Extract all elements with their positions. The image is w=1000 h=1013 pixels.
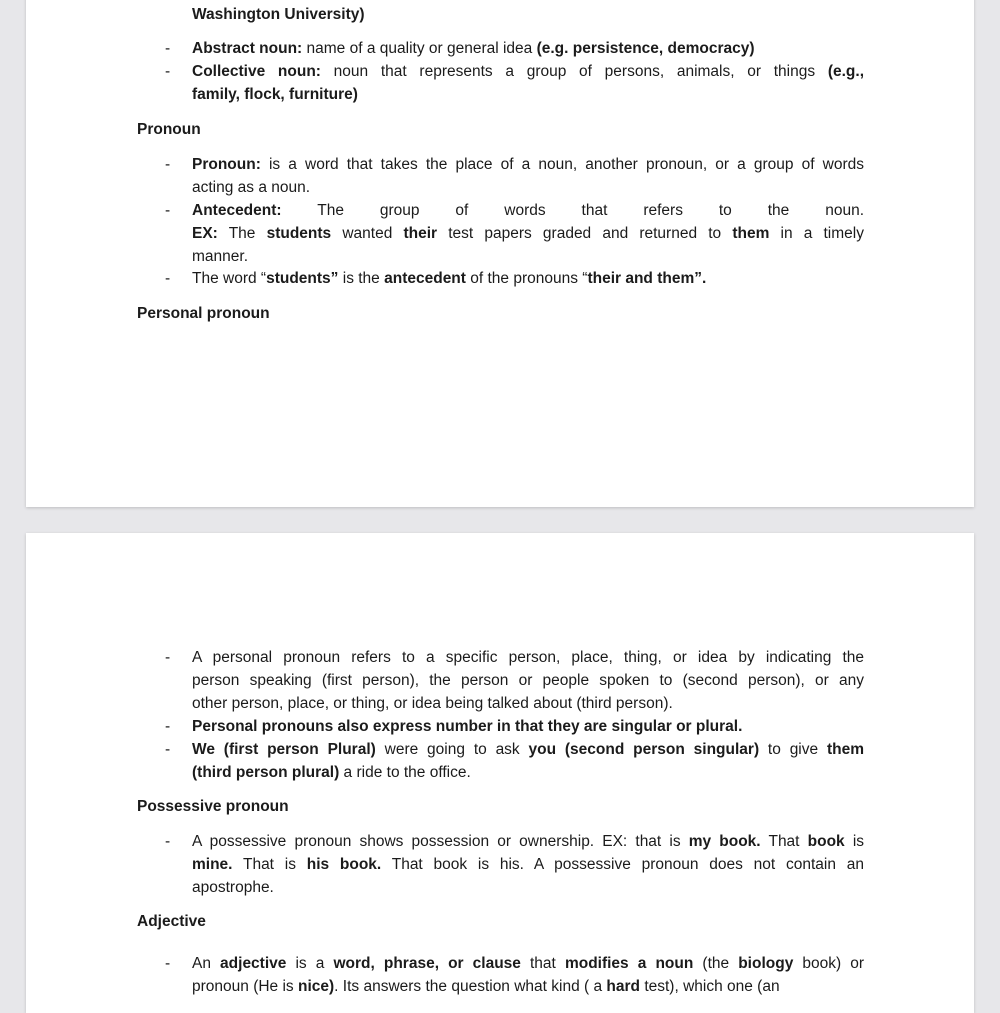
bold-text: (e.g. persistence, democracy) [536, 40, 755, 57]
text-line [192, 738, 864, 761]
section-heading-pronoun: Pronoun [137, 121, 201, 138]
list-item [165, 60, 864, 106]
bold-text: their [403, 225, 438, 242]
list-item [165, 738, 864, 784]
bold-text: you (second person singular) [528, 741, 760, 758]
text: test), which one (an [640, 978, 780, 995]
text-line [192, 176, 864, 199]
bold-text: Personal pronouns also express number in that they are singular or plural. [192, 718, 743, 735]
section-heading-possessive-pronoun: Possessive pronoun [137, 798, 289, 815]
bold-text: their and them”. [587, 270, 707, 287]
text: test papers graded and returned to [437, 225, 733, 242]
bold-text: family, flock, furniture) [192, 86, 358, 103]
text: . Its answers the question what kind ( a [334, 978, 607, 995]
document-page-2 [26, 533, 974, 1013]
text-line [192, 60, 864, 83]
bullet-dash: - [165, 40, 171, 57]
text: acting as a noun. [192, 179, 311, 196]
text-line [192, 245, 864, 268]
bullet-dash: - [165, 202, 171, 219]
text: in a timely [769, 225, 864, 242]
text: That is [232, 856, 307, 873]
text-line [192, 267, 864, 290]
list-item [165, 267, 864, 290]
text: A personal pronoun refers to a specific person, place, thing, or idea by indicating the [192, 649, 864, 666]
text-line [192, 853, 864, 876]
list-item [165, 199, 864, 268]
list-item [165, 715, 864, 738]
text: of the pronouns “ [465, 270, 588, 287]
list-item [165, 37, 864, 60]
bold-text: Washington University) [192, 6, 365, 23]
bold-text: Pronoun: [192, 156, 261, 173]
text-line [192, 715, 864, 738]
bold-text: mine. [192, 856, 233, 873]
bullet-dash [165, 0, 170, 3]
text-line [192, 3, 864, 26]
bold-text: Collective noun: [192, 63, 321, 80]
text: A possessive pronoun shows possession or ownership. EX: that is [192, 833, 689, 850]
bold-text: hard [606, 978, 641, 995]
list-item [165, 646, 864, 715]
section-heading-personal-pronoun: Personal pronoun [137, 305, 270, 322]
text: person speaking (first person), the person or people spoken to (second person), or any [192, 672, 864, 689]
text: The word “ [192, 270, 267, 287]
bold-text: book [807, 833, 845, 850]
text-line [192, 876, 864, 899]
bold-text: my book. [688, 833, 761, 850]
text: That book is his. A possessive pronoun does not contain an [381, 856, 864, 873]
bullet-dash: - [165, 156, 171, 173]
bold-text: We (first person Plural) [192, 741, 376, 758]
text-line [192, 761, 864, 784]
text: is [844, 833, 865, 850]
bold-text: students [266, 225, 332, 242]
bullet-dash: - [165, 718, 171, 735]
text: a ride to the office. [339, 764, 471, 781]
bullet-dash: - [165, 833, 171, 850]
list-item [192, 0, 864, 26]
text-line [192, 952, 864, 975]
text: The [217, 225, 267, 242]
text: An [192, 955, 221, 972]
text: to give [759, 741, 827, 758]
bold-text: nice) [297, 978, 335, 995]
text: name of a quality or general idea [302, 40, 537, 57]
bold-text: them [826, 741, 864, 758]
bold-text: EX: [192, 225, 218, 242]
text-line [192, 83, 864, 106]
text: that [520, 955, 565, 972]
text: apostrophe. [192, 879, 274, 896]
text: That [760, 833, 808, 850]
bold-text: Antecedent: [192, 202, 282, 219]
bullet-dash: - [165, 63, 171, 80]
bullet-dash: - [165, 270, 171, 287]
list-item [165, 830, 865, 899]
bold-text: biology [738, 955, 794, 972]
text: is the [338, 270, 385, 287]
text-line [192, 199, 864, 222]
text: book) or [793, 955, 865, 972]
bold-text: (third person plural) [192, 764, 340, 781]
bold-text: his book. [306, 856, 382, 873]
text: were going to ask [375, 741, 529, 758]
list-item [165, 952, 865, 998]
text-line [192, 222, 864, 245]
text-line [192, 37, 864, 60]
text: The group of words that refers to the noun. [281, 202, 864, 219]
bullet-dash: - [165, 955, 171, 972]
text: manner. [192, 248, 249, 265]
text: other person, place, or thing, or idea being talked about (third person). [192, 695, 673, 712]
bold-text: (e.g., [827, 63, 864, 80]
bold-text: antecedent [384, 270, 466, 287]
bullet-dash: - [165, 649, 171, 666]
bold-text: modifies a noun [564, 955, 694, 972]
bold-text: adjective [220, 955, 287, 972]
text-line [192, 975, 864, 998]
text-line [192, 830, 864, 853]
text: is a word that takes the place of a noun, another pronoun, or a group of words [260, 156, 864, 173]
bold-text: them [732, 225, 770, 242]
bold-text: students” [266, 270, 339, 287]
text-line [192, 646, 864, 669]
text: noun that represents a group of persons, animals, or things [320, 63, 828, 80]
text-line [192, 692, 864, 715]
list-item [165, 153, 864, 199]
text-line [192, 669, 864, 692]
document-page-1 [26, 0, 974, 507]
section-heading-adjective: Adjective [137, 913, 206, 930]
text: is a [286, 955, 334, 972]
text: wanted [331, 225, 404, 242]
text: (the [693, 955, 739, 972]
bold-text: Abstract noun: [192, 40, 303, 57]
bold-text: word, phrase, or clause [333, 955, 521, 972]
text-line [192, 153, 864, 176]
text: pronoun (He is [192, 978, 298, 995]
bullet-dash: - [165, 741, 171, 758]
